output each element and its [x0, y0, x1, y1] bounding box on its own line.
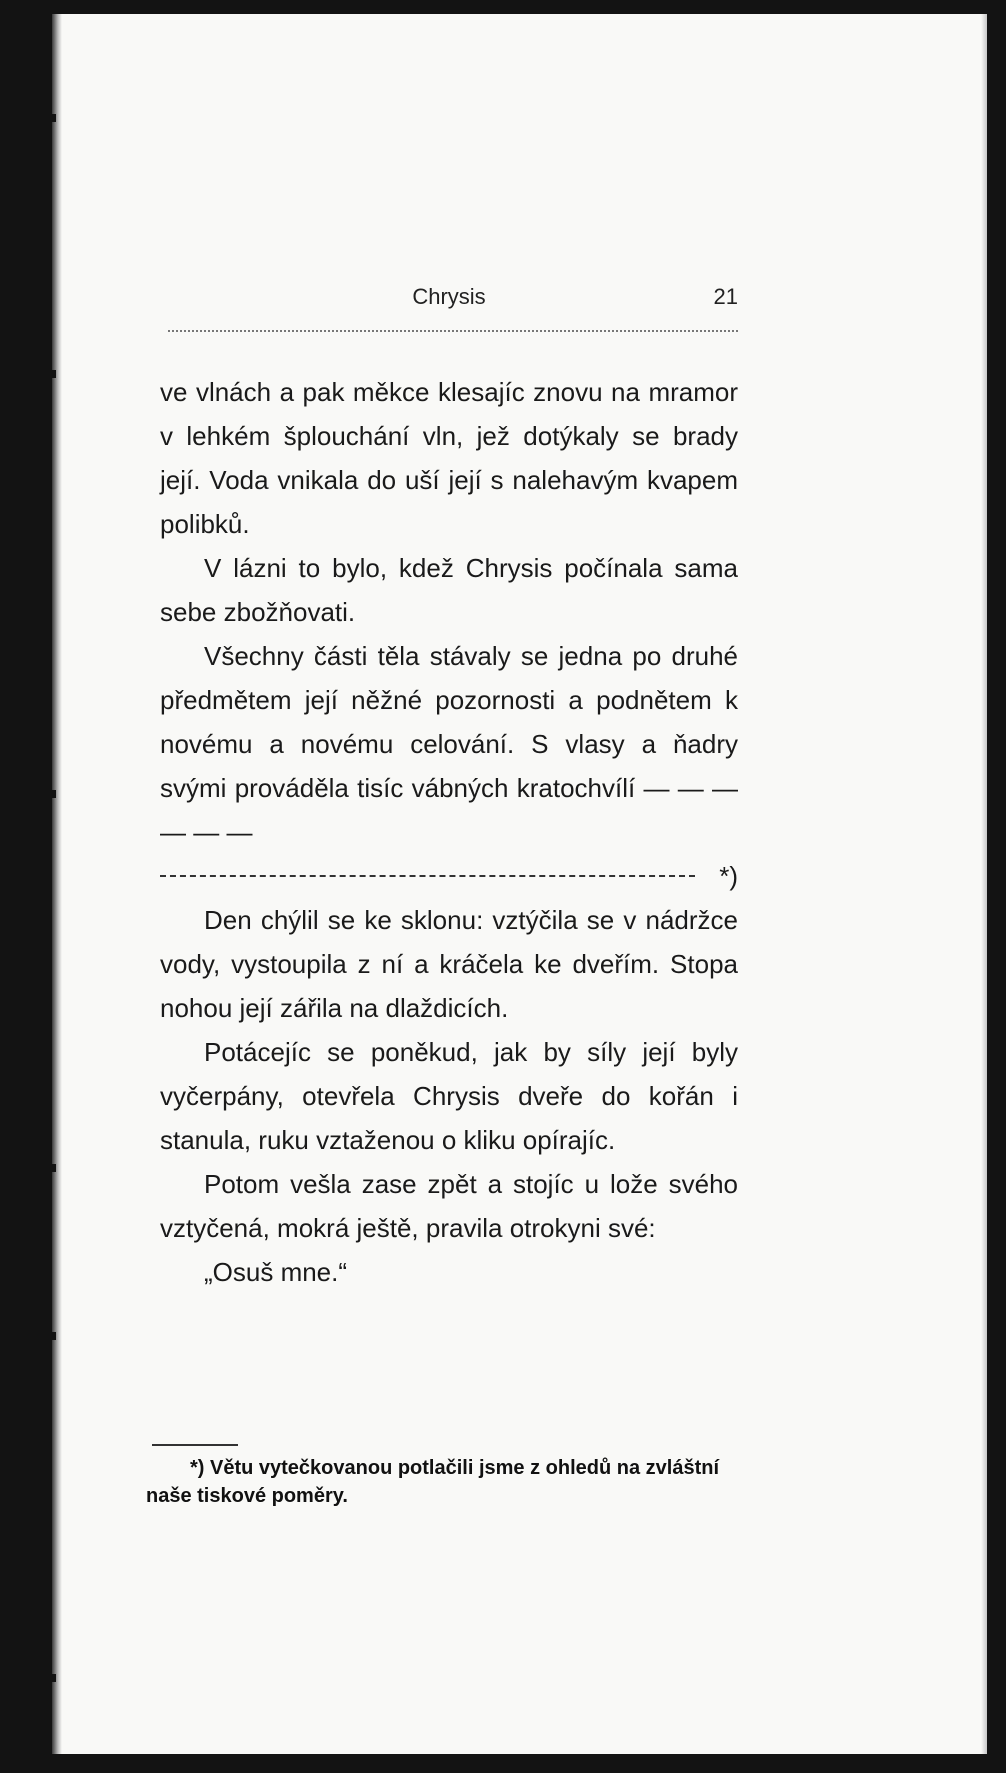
binding-mark: [38, 1164, 56, 1172]
paragraph: „Osuš mne.“: [204, 1257, 348, 1287]
running-title: Chrysis: [412, 284, 486, 309]
omission-dashes: [160, 875, 695, 877]
footnote-text: *) Větu vytečkovanou potlačili jsme z ohledů na zvláštní naše tiskové poměry.: [146, 1457, 720, 1507]
paragraph: ve vlnách a pak měkce klesajíc znovu na mramor v lehkém šplouchání vln, jež dotýkaly se brady její. Voda vnikala do uší její s nalehavým kvapem polibků.: [160, 377, 738, 539]
paragraph: Všechny části těla stávaly se jedna po druhé předmětem její něžné pozornosti a podnětem k novému a novému celování. S vlasy a ňadry svými prováděla tisíc vábných kratochvílí — — — — — —: [160, 641, 738, 847]
footnote: [146, 1454, 732, 1510]
paragraph: Den chýlil se ke sklonu: vztýčila se v nádržce vody, vystoupila z ní a kráčela ke dveřím. Stopa nohou její zářila na dlaždicích.: [160, 905, 738, 1023]
page-number: 21: [713, 284, 738, 309]
binding-mark: [38, 1332, 56, 1340]
header-rule: [168, 330, 738, 332]
paragraph: V lázni to bylo, kdež Chrysis počínala sama sebe zbožňovati.: [160, 553, 738, 627]
body-text: [160, 370, 738, 1294]
page-spine: [52, 14, 62, 1754]
paragraph: Potácejíc se poněkud, jak by síly její byly vyčerpány, otevřela Chrysis dveře do kořán i stanula, ruku vztaženou o kliku opírajíc.: [160, 1037, 738, 1155]
omission-line: [160, 854, 738, 898]
binding-mark: [38, 1674, 56, 1682]
binding-mark: [38, 370, 56, 378]
binding-mark: [38, 790, 56, 798]
footnote-rule: [152, 1444, 238, 1446]
binding-mark: [38, 114, 56, 122]
running-header: [160, 284, 738, 318]
paragraph: Potom vešla zase zpět a stojíc u lože svého vztyčená, mokrá ještě, pravila otrokyni své:: [160, 1169, 738, 1243]
footnote-marker: *): [719, 860, 738, 891]
page-edge: [981, 14, 987, 1754]
